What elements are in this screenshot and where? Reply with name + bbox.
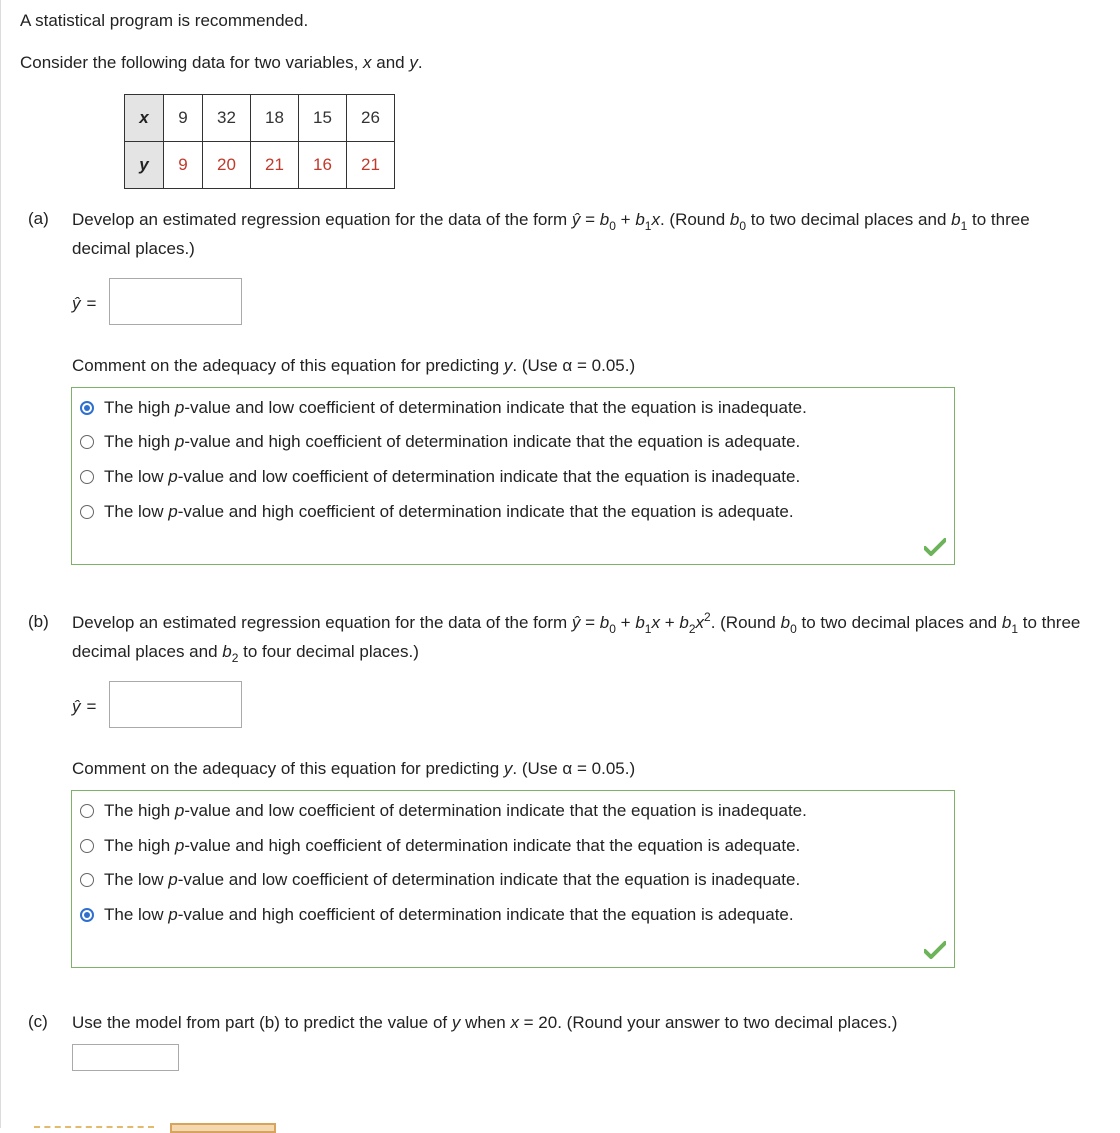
part-b-question: Develop an estimated regression equation for the data of the form ŷ = $b_0 + b_1x + b_2x^2$. (Round $b_0$ to two decimal places and $b_1$ to three decimal places and $b_2$ to four decimal places.) [72, 610, 1081, 665]
y-header: y [125, 142, 164, 189]
x-value: 26 [347, 95, 395, 142]
part-a-choice-2[interactable]: The high p-value and high coefficient of determination indicate that the equation is adequate. [80, 430, 800, 454]
y-value: 21 [347, 142, 395, 189]
x-value: 18 [251, 95, 299, 142]
correct-check-icon [924, 538, 946, 556]
page-left-border [0, 0, 1, 1128]
recommendation-note: A statistical program is recommended. [20, 11, 309, 30]
part-a-choice-1[interactable]: The high p-value and low coefficient of determination indicate that the equation is inadequate. [80, 396, 807, 420]
part-a-choices [71, 387, 955, 565]
radio-icon[interactable] [80, 470, 94, 484]
part-b-choices [71, 790, 955, 968]
part-a-comment-prompt: Comment on the adequacy of this equation for predicting y. (Use α = 0.05.) [72, 356, 636, 375]
part-b-equation-input[interactable] [109, 681, 242, 728]
x-row [125, 95, 395, 142]
part-a-choice-3[interactable]: The low p-value and low coefficient of determination indicate that the equation is inadequate. [80, 465, 800, 489]
radio-icon[interactable] [80, 505, 94, 519]
y-value: 9 [164, 142, 203, 189]
part-b-comment-prompt: Comment on the adequacy of this equation for predicting y. (Use α = 0.05.) [72, 759, 636, 778]
part-c-question: Use the model from part (b) to predict the value of y when x = 20. (Round your answer to two decimal places.) [72, 1013, 898, 1032]
part-b-choice-4[interactable]: The low p-value and high coefficient of determination indicate that the equation is adequate. [80, 903, 794, 927]
radio-icon[interactable] [80, 873, 94, 887]
part-b-answer-label: ŷ = [72, 697, 97, 716]
part-b-label: (b) [28, 612, 49, 631]
radio-icon[interactable] [80, 804, 94, 818]
part-c-prediction-input[interactable] [72, 1044, 179, 1071]
radio-icon[interactable] [80, 839, 94, 853]
part-a-question: Develop an estimated regression equation for the data of the form ŷ = $b_0 + b_1x$. (Round $b_0$ to two decimal places and $b_1$ to three decimal places.) [72, 210, 1030, 258]
intro-text: Consider the following data for two variables, x and y. [20, 53, 423, 72]
part-b-choice-3[interactable]: The low p-value and low coefficient of determination indicate that the equation is inadequate. [80, 868, 800, 892]
partial-button[interactable] [170, 1123, 276, 1133]
x-value: 9 [164, 95, 203, 142]
x-value: 15 [299, 95, 347, 142]
data-table [124, 94, 395, 189]
part-a-equation-input[interactable] [109, 278, 242, 325]
radio-selected-icon[interactable] [80, 908, 94, 922]
y-value: 16 [299, 142, 347, 189]
x-header: x [125, 95, 164, 142]
part-a-choice-4[interactable]: The low p-value and high coefficient of determination indicate that the equation is adequate. [80, 500, 794, 524]
radio-icon[interactable] [80, 435, 94, 449]
y-value: 20 [203, 142, 251, 189]
radio-selected-icon[interactable] [80, 401, 94, 415]
part-a-label: (a) [28, 209, 49, 228]
part-b-choice-1[interactable]: The high p-value and low coefficient of determination indicate that the equation is inadequate. [80, 799, 807, 823]
part-a-answer-label: ŷ = [72, 294, 97, 313]
partial-link[interactable] [34, 1126, 154, 1130]
part-c-label: (c) [28, 1012, 48, 1031]
y-row [125, 142, 395, 189]
y-value: 21 [251, 142, 299, 189]
correct-check-icon [924, 941, 946, 959]
x-value: 32 [203, 95, 251, 142]
part-b-choice-2[interactable]: The high p-value and high coefficient of determination indicate that the equation is adequate. [80, 834, 800, 858]
